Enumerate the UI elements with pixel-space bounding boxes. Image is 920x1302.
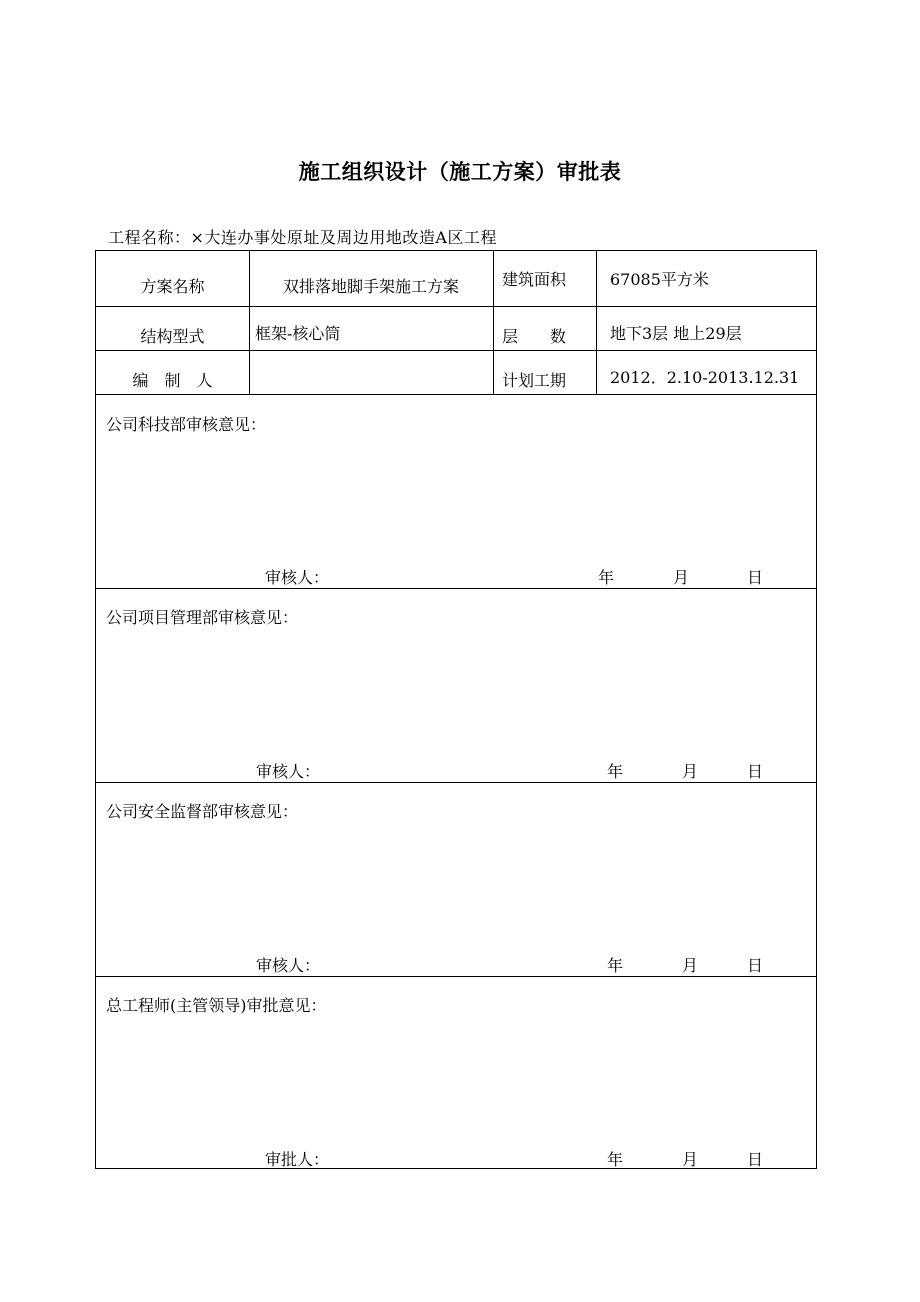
section-tech-dept-day: 日 (747, 568, 764, 587)
column-divider (249, 251, 250, 394)
value-structure-type: 框架-核心筒 (255, 324, 341, 343)
section-project-dept-month: 月 (682, 762, 699, 781)
section-chief-engineer-day: 日 (747, 1150, 764, 1169)
section-chief-engineer-signer: 审批人： (265, 1150, 330, 1169)
row-divider (96, 782, 816, 783)
row-divider (96, 350, 816, 351)
section-project-dept-day: 日 (747, 762, 764, 781)
section-safety-dept-month: 月 (682, 956, 699, 975)
section-project-dept-heading: 公司项目管理部审核意见： (106, 608, 299, 627)
section-tech-dept-signer: 审核人： (265, 568, 330, 587)
label-building-area: 建筑面积 (502, 270, 567, 289)
row-divider (96, 394, 816, 395)
section-safety-dept-year: 年 (607, 956, 624, 975)
section-chief-engineer-heading: 总工程师(主管领导)审批意见： (106, 996, 327, 1015)
label-author: 编 制 人 (132, 371, 213, 390)
row-divider (96, 976, 816, 977)
label-floors: 层 数 (502, 327, 567, 346)
column-divider (493, 251, 494, 394)
value-schedule: 2012．2.10-2013.12.31 (610, 368, 800, 387)
section-project-dept-year: 年 (607, 762, 624, 781)
value-floors: 地下3层 地上29层 (610, 324, 742, 343)
section-tech-dept-heading: 公司科技部审核意见： (106, 415, 267, 434)
section-tech-dept-month: 月 (673, 568, 690, 587)
section-tech-dept-year: 年 (598, 568, 615, 587)
section-chief-engineer-year: 年 (607, 1150, 624, 1169)
section-safety-dept-heading: 公司安全监督部审核意见： (106, 802, 299, 821)
value-building-area: 67085平方米 (610, 270, 709, 289)
label-plan-name: 方案名称 (140, 277, 205, 296)
value-plan-name: 双排落地脚手架施工方案 (282, 277, 459, 296)
project-name-line: 工程名称：×大连办事处原址及周边用地改造A区工程 (108, 228, 497, 247)
row-divider (96, 588, 816, 589)
column-divider (596, 251, 597, 394)
label-schedule: 计划工期 (502, 371, 567, 390)
section-project-dept-signer: 审核人： (256, 762, 321, 781)
label-structure-type: 结构型式 (140, 327, 205, 346)
section-chief-engineer-month: 月 (682, 1150, 699, 1169)
document-title: 施工组织设计（施工方案）审批表 (298, 160, 622, 184)
section-safety-dept-signer: 审核人： (256, 956, 321, 975)
section-safety-dept-day: 日 (747, 956, 764, 975)
approval-table (95, 250, 817, 1169)
row-divider (96, 306, 816, 307)
